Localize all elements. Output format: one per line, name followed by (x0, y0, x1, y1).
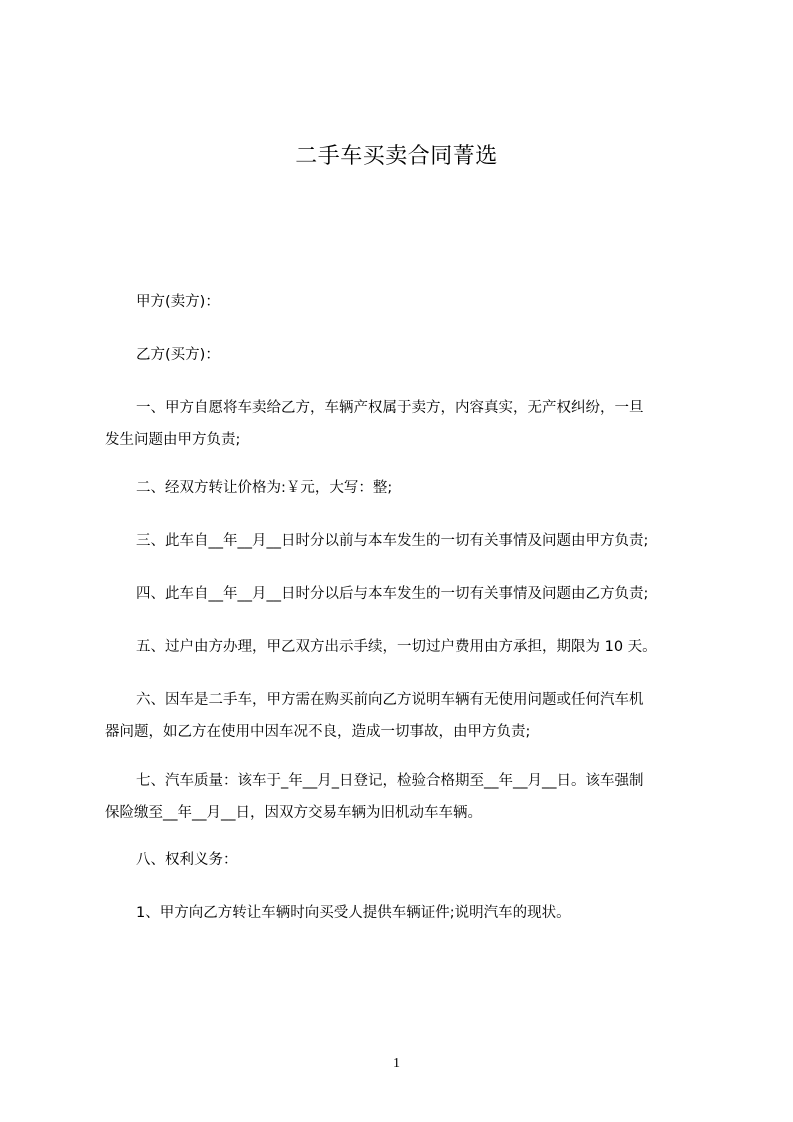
clause-7 (105, 765, 703, 829)
clause-6-line-1: 六、因车是二手车，甲方需在购买前向乙方说明车辆有无使用问题或任何汽车机 (136, 692, 644, 708)
clause-4: 四、此车自__年__月__日时分以后与本车发生的一切有关事情及问题由乙方负责; (136, 586, 649, 602)
clause-1-line-1: 一、甲方自愿将车卖给乙方，车辆产权属于卖方，内容真实，无产权纠纷，一旦 (136, 400, 644, 416)
party-a-line: 甲方(卖方)： (136, 294, 220, 310)
clause-1 (105, 392, 703, 456)
clause-8: 八、权利义务： (136, 852, 238, 868)
clause-3: 三、此车自__年__月__日时分以前与本车发生的一切有关事情及问题由甲方负责; (136, 533, 649, 549)
clause-8-item-1: 1、甲方向乙方转让车辆时向买受人提供车辆证件;说明汽车的现状。 (136, 905, 571, 921)
clause-6-line-2: 器问题，如乙方在使用中因车况不良，造成一切事故，由甲方负责; (105, 724, 531, 740)
clause-7-line-1: 七、汽车质量：该车于_年__月_日登记，检验合格期至__年__月__日。该车强制 (136, 773, 644, 789)
page-number: 1 (393, 1056, 400, 1071)
party-b-line: 乙方(买方)： (136, 347, 220, 363)
clause-2: 二、经双方转让价格为:￥元，大写：整; (136, 480, 393, 496)
clause-7-line-2: 保险缴至__年__月__日，因双方交易车辆为旧机动车车辆。 (105, 805, 482, 821)
clause-6 (105, 684, 703, 748)
clause-5: 五、过户由方办理，甲乙双方出示手续，一切过户费用由方承担，期限为 10 天。 (136, 639, 657, 655)
document-title: 二手车买卖合同菁选 (295, 144, 498, 169)
clause-1-line-2: 发生问题由甲方负责; (105, 432, 241, 448)
